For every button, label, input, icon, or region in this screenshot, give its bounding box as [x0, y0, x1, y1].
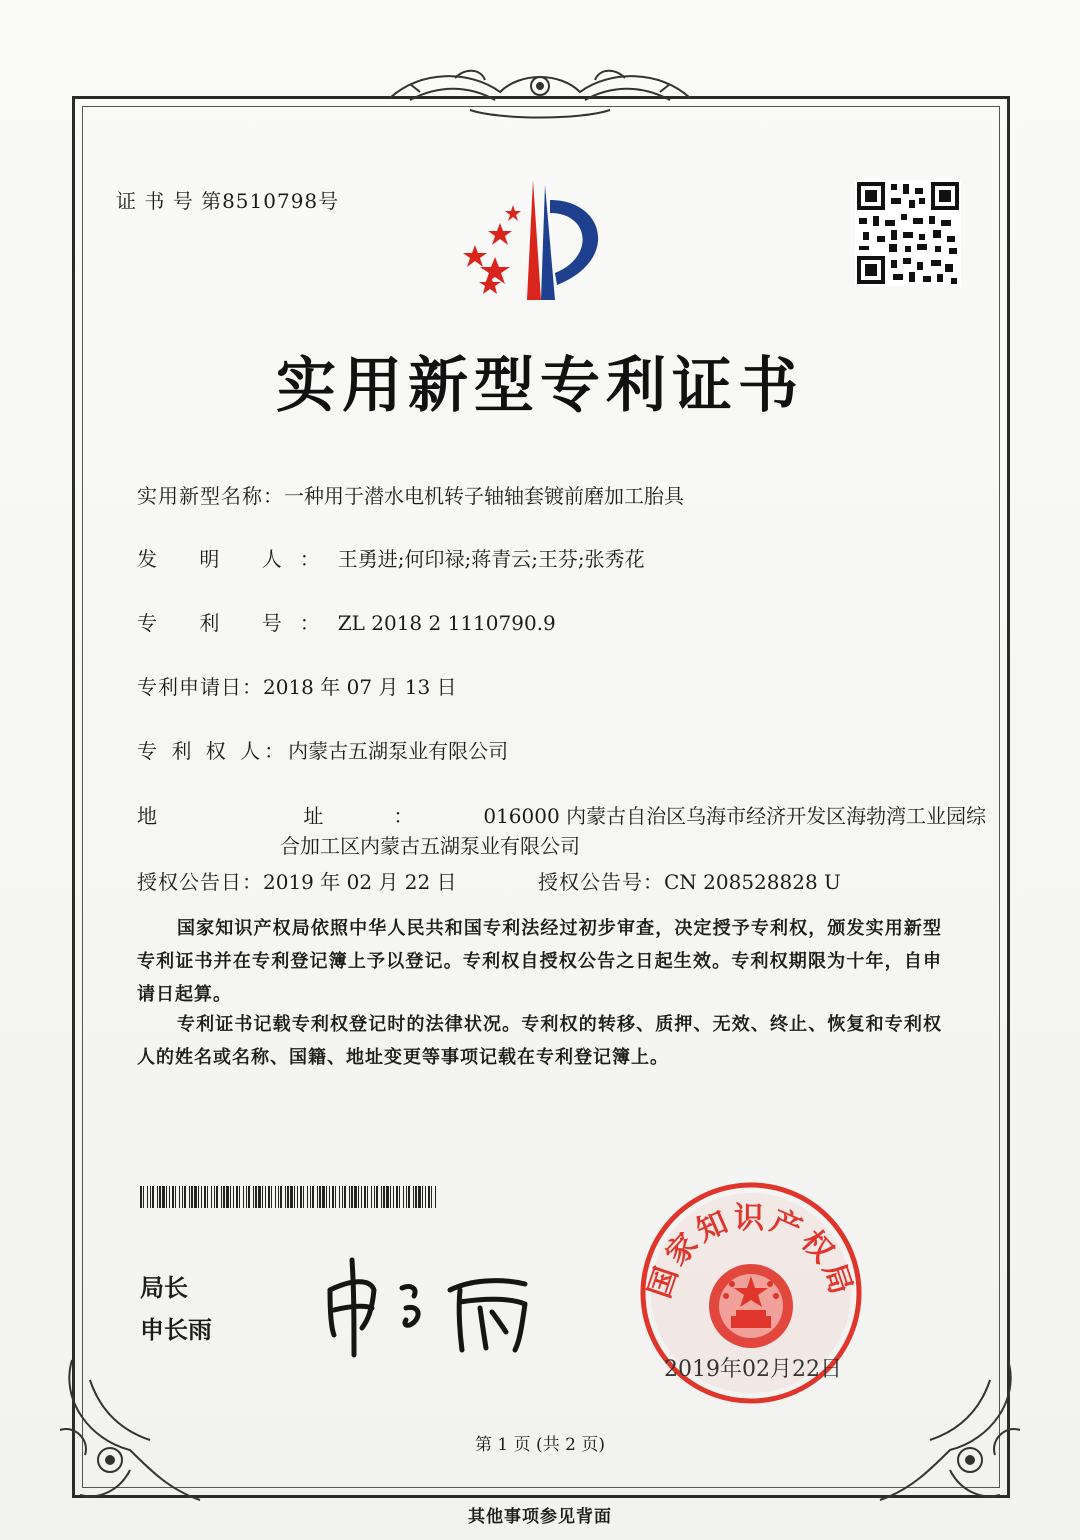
star-icon	[463, 245, 487, 267]
barcode-bar	[169, 1186, 170, 1208]
barcode-bar	[268, 1186, 270, 1208]
field-utility-model-name	[137, 480, 684, 509]
barcode-bar	[381, 1186, 382, 1208]
barcode-bar	[255, 1186, 257, 1208]
barcode-bar	[339, 1186, 340, 1208]
inventor-label: 发 明 人：	[137, 547, 338, 571]
barcode-bar	[349, 1186, 350, 1208]
barcode-bar	[253, 1186, 254, 1208]
certificate-number-label: 证 书 号 第	[116, 189, 223, 213]
star-icon	[480, 257, 510, 284]
barcode-bar	[307, 1186, 308, 1208]
barcode-bar	[221, 1186, 222, 1208]
address-label: 地 址：	[137, 804, 484, 828]
barcode-bar	[376, 1186, 378, 1208]
barcode-bar	[326, 1186, 327, 1208]
barcode-bar	[204, 1186, 206, 1208]
utility-model-name-label: 实用新型名称：	[137, 484, 284, 508]
inventor-value: 王勇进;何印禄;蒋青云;王芬;张秀花	[337, 547, 645, 571]
barcode-bar	[300, 1186, 302, 1208]
application-date-value: 2018 年 07 月 13 日	[263, 675, 457, 699]
director-signature	[310, 1250, 550, 1360]
barcode-bar	[243, 1186, 244, 1208]
grant-number-value: CN 208528828 U	[664, 870, 841, 894]
barcode-bar	[262, 1186, 263, 1208]
seal-text: 国家知识产权局	[642, 1201, 860, 1303]
barcode-bar	[189, 1186, 190, 1208]
barcode-bar	[258, 1186, 261, 1208]
barcode-bar	[140, 1186, 142, 1208]
grant-date-label: 授权公告日：	[137, 870, 263, 894]
barcode-bar	[207, 1186, 208, 1208]
barcode-bar	[364, 1186, 366, 1208]
certificate-number-suffix: 号	[318, 189, 340, 213]
barcode-bar	[248, 1186, 250, 1208]
barcode-bar	[194, 1186, 197, 1208]
barcode-bar	[152, 1186, 154, 1208]
barcode-bar	[312, 1186, 314, 1208]
field-grant-date	[137, 866, 457, 895]
field-application-date	[137, 671, 457, 700]
grant-number-label: 授权公告号：	[538, 870, 664, 894]
barcode-bar	[413, 1186, 414, 1208]
barcode-bar	[418, 1186, 421, 1208]
national-emblem-icon	[709, 1264, 793, 1348]
barcode-bar	[150, 1186, 151, 1208]
barcode-bar	[386, 1186, 389, 1208]
barcode-bar	[408, 1186, 410, 1208]
barcode-bar	[230, 1186, 231, 1208]
barcode-bar	[354, 1186, 357, 1208]
barcode-bar	[280, 1186, 282, 1208]
barcode-bar	[322, 1186, 325, 1208]
barcode-bar	[157, 1186, 158, 1208]
patent-office-logo	[455, 175, 625, 305]
barcode-bar	[278, 1186, 279, 1208]
grant-date-value: 2019 年 02 月 22 日	[263, 870, 457, 894]
barcode-bar	[285, 1186, 286, 1208]
logo-red-spire	[527, 180, 541, 300]
seal-date: 2019年02月22日	[664, 1357, 842, 1382]
barcode-bar	[329, 1186, 330, 1208]
barcode-bar	[431, 1186, 432, 1208]
barcode-bar	[303, 1186, 304, 1208]
address-line-1: 016000 内蒙古自治区乌海市经济开发区海勃湾工业园综	[483, 804, 987, 828]
barcode-bar	[214, 1186, 215, 1208]
field-address	[137, 800, 986, 829]
barcode-bar	[371, 1186, 372, 1208]
patent-number-value: ZL 2018 2 1110790.9	[337, 611, 556, 635]
barcode-bar	[172, 1186, 174, 1208]
barcode-bar	[396, 1186, 398, 1208]
patentee-label: 专 利 权 人：	[137, 739, 289, 763]
field-patentee	[137, 735, 508, 764]
barcode-bar	[159, 1186, 161, 1208]
top-ornament	[390, 71, 690, 118]
field-patent-number	[137, 607, 556, 636]
barcode-bar	[393, 1186, 394, 1208]
barcode-bar	[211, 1186, 212, 1208]
barcode-bar	[406, 1186, 407, 1208]
barcode-bar	[226, 1186, 229, 1208]
barcode-bar	[201, 1186, 202, 1208]
certificate-title: 实用新型专利证书	[276, 351, 804, 421]
barcode-bar	[223, 1186, 225, 1208]
barcode-bar	[294, 1186, 295, 1208]
barcode-bar	[191, 1186, 193, 1208]
barcode-bar	[428, 1186, 430, 1208]
barcode-bar	[367, 1186, 368, 1208]
barcode-bar	[399, 1186, 400, 1208]
logo-blue-arc	[550, 200, 598, 285]
barcode-bar	[233, 1186, 234, 1208]
barcode-bar	[275, 1186, 276, 1208]
barcode-bar	[265, 1186, 266, 1208]
barcode-bar	[344, 1186, 346, 1208]
footer-note: 其他事项参见背面	[468, 1507, 612, 1527]
barcode-bar	[342, 1186, 343, 1208]
barcode-bar	[246, 1186, 247, 1208]
barcode-bar	[415, 1186, 417, 1208]
barcode-bar	[216, 1186, 218, 1208]
barcode-bar	[310, 1186, 311, 1208]
barcode-bar	[319, 1186, 321, 1208]
barcode-bar	[351, 1186, 353, 1208]
barcode-bar	[198, 1186, 199, 1208]
barcode-bar	[287, 1186, 289, 1208]
certificate-paragraph-1: 国家知识产权局依照中华人民共和国专利法经过初步审查，决定授予专利权，颁发实用新型专利证书并在专利登记簿上予以登记。专利权自授权公告之日起生效。专利权期限为十年，自申请日起算。	[137, 918, 942, 1005]
barcode-bar	[435, 1186, 436, 1208]
utility-model-name-value: 一种用于潜水电机转子轴轴套镀前磨加工胎具	[284, 484, 684, 508]
barcode-bar	[239, 1186, 240, 1208]
barcode-bar	[271, 1186, 272, 1208]
address-line-2: 合加工区内蒙古五湖泵业有限公司	[280, 834, 580, 858]
barcode-bar	[383, 1186, 385, 1208]
barcode-bar	[374, 1186, 375, 1208]
logo-stars	[463, 205, 521, 294]
director-name: 申长雨	[140, 1316, 212, 1344]
certificate-number-value: 8510798	[222, 189, 319, 213]
barcode-bar	[297, 1186, 298, 1208]
barcode-bar	[143, 1186, 144, 1208]
qr-code	[855, 180, 961, 286]
barcode-bar	[147, 1186, 148, 1208]
barcode-bar	[403, 1186, 404, 1208]
barcode-bar	[361, 1186, 362, 1208]
barcode-bar	[184, 1186, 186, 1208]
application-date-label: 专利申请日：	[137, 675, 263, 699]
patent-number-label: 专 利 号：	[137, 611, 338, 635]
field-inventor	[137, 543, 645, 572]
barcode-bar	[182, 1186, 183, 1208]
barcode-bar	[390, 1186, 391, 1208]
barcode-bar	[358, 1186, 359, 1208]
certificate-number	[116, 185, 339, 214]
barcode-bar	[179, 1186, 180, 1208]
certificate-paragraph-2: 专利证书记载专利权登记时的法律状况。专利权的转移、质押、无效、终止、恢复和专利权人的姓名或名称、国籍、地址变更等事项记载在专利登记簿上。	[137, 1014, 942, 1068]
barcode-bar	[425, 1186, 426, 1208]
barcode-bar	[166, 1186, 167, 1208]
barcode-bar	[236, 1186, 238, 1208]
barcode-bar	[162, 1186, 165, 1208]
barcode	[140, 1186, 440, 1208]
field-grant-number	[538, 866, 841, 895]
patentee-value: 内蒙古五湖泵业有限公司	[288, 739, 509, 763]
barcode-bar	[422, 1186, 423, 1208]
barcode-bar	[335, 1186, 336, 1208]
barcode-bar	[317, 1186, 318, 1208]
director-title: 局长	[140, 1274, 188, 1302]
barcode-bar	[175, 1186, 176, 1208]
barcode-bar	[332, 1186, 334, 1208]
barcode-bar	[290, 1186, 293, 1208]
page-number: 第 1 页 (共 2 页)	[475, 1435, 605, 1455]
star-icon	[505, 205, 521, 221]
star-icon	[488, 223, 512, 245]
